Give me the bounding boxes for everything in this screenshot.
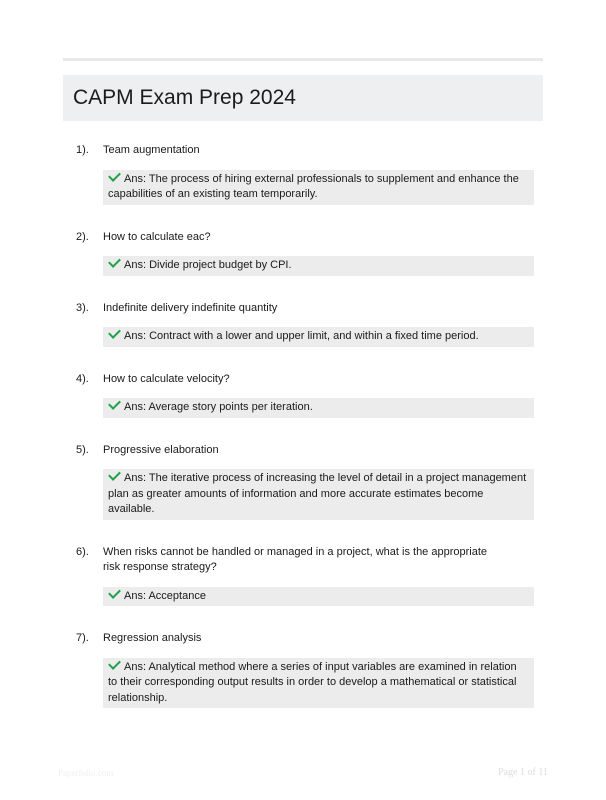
question-number: 2). <box>76 230 89 243</box>
check-icon <box>108 397 121 410</box>
answer-prefix: Ans: <box>124 172 147 185</box>
answer-prefix: Ans: <box>124 472 147 484</box>
question-row <box>63 372 543 388</box>
question-text: Team augmentation <box>103 144 200 156</box>
answer-text: Contract with a lower and upper limit, and within a fixed time period. <box>149 330 479 342</box>
check-icon <box>108 326 121 339</box>
question-list <box>63 143 543 708</box>
answer-box <box>103 587 534 607</box>
header-rule <box>63 58 543 61</box>
check-icon <box>108 586 121 599</box>
qa-item <box>63 230 543 276</box>
question-text: How to calculate velocity? <box>103 372 230 385</box>
question-row <box>63 143 543 159</box>
question-text: When risks cannot be handled or managed in a project, what is the appropriate risk response strategy? <box>103 545 488 573</box>
answer-text: Divide project budget by CPI. <box>149 259 292 271</box>
answer-box <box>103 327 534 347</box>
title-bar <box>63 75 543 121</box>
answer-prefix: Ans: <box>124 330 147 342</box>
question-number: 6). <box>76 545 89 558</box>
page-indicator: Page 1 of 11 <box>498 767 548 778</box>
question-text: Progressive elaboration <box>103 443 219 456</box>
answer-text: Acceptance <box>148 589 206 602</box>
question-row <box>63 631 543 647</box>
answer-text: The iterative process of increasing the level of detail in a project management plan as greater amounts of information and more accurate estimates become available. <box>108 472 527 515</box>
answer-box <box>103 170 534 205</box>
question-number: 4). <box>76 372 89 385</box>
qa-item <box>63 143 543 205</box>
answer-text: Average story points per iteration. <box>148 401 313 413</box>
qa-item <box>63 372 543 418</box>
answer-prefix: Ans: <box>124 259 147 271</box>
question-text: Indefinite delivery indefinite quantity <box>103 301 278 314</box>
qa-item <box>63 631 543 708</box>
question-number: 1). <box>76 144 89 156</box>
answer-box <box>103 256 534 276</box>
answer-text: The process of hiring external professionals to supplement and enhance the capabilities of an existing team temporarily. <box>108 172 519 200</box>
question-text: How to calculate eac? <box>103 230 211 243</box>
footer-watermark: Paperfolio.com <box>58 768 114 778</box>
question-row <box>63 443 543 459</box>
answer-prefix: Ans: <box>124 401 147 413</box>
question-number: 5). <box>76 443 89 456</box>
answer-box <box>103 658 534 709</box>
check-icon <box>108 657 121 670</box>
page-title: CAPM Exam Prep 2024 <box>73 86 296 109</box>
check-icon <box>108 255 121 268</box>
qa-item <box>63 545 543 607</box>
question-number: 3). <box>76 301 89 314</box>
question-row <box>63 230 543 246</box>
answer-prefix: Ans: <box>124 660 147 673</box>
check-icon <box>108 169 121 182</box>
question-row <box>63 301 543 317</box>
answer-box <box>103 398 534 418</box>
question-row <box>63 545 543 576</box>
qa-item <box>63 301 543 347</box>
qa-item <box>63 443 543 520</box>
check-icon <box>108 468 121 481</box>
answer-box <box>103 469 534 520</box>
question-number: 7). <box>76 632 89 644</box>
answer-text: Analytical method where a series of input variables are examined in relation to their corresponding output results in order to develop a mathematical or statistical relationship. <box>108 660 517 704</box>
answer-prefix: Ans: <box>124 589 147 602</box>
question-text: Regression analysis <box>103 632 202 644</box>
